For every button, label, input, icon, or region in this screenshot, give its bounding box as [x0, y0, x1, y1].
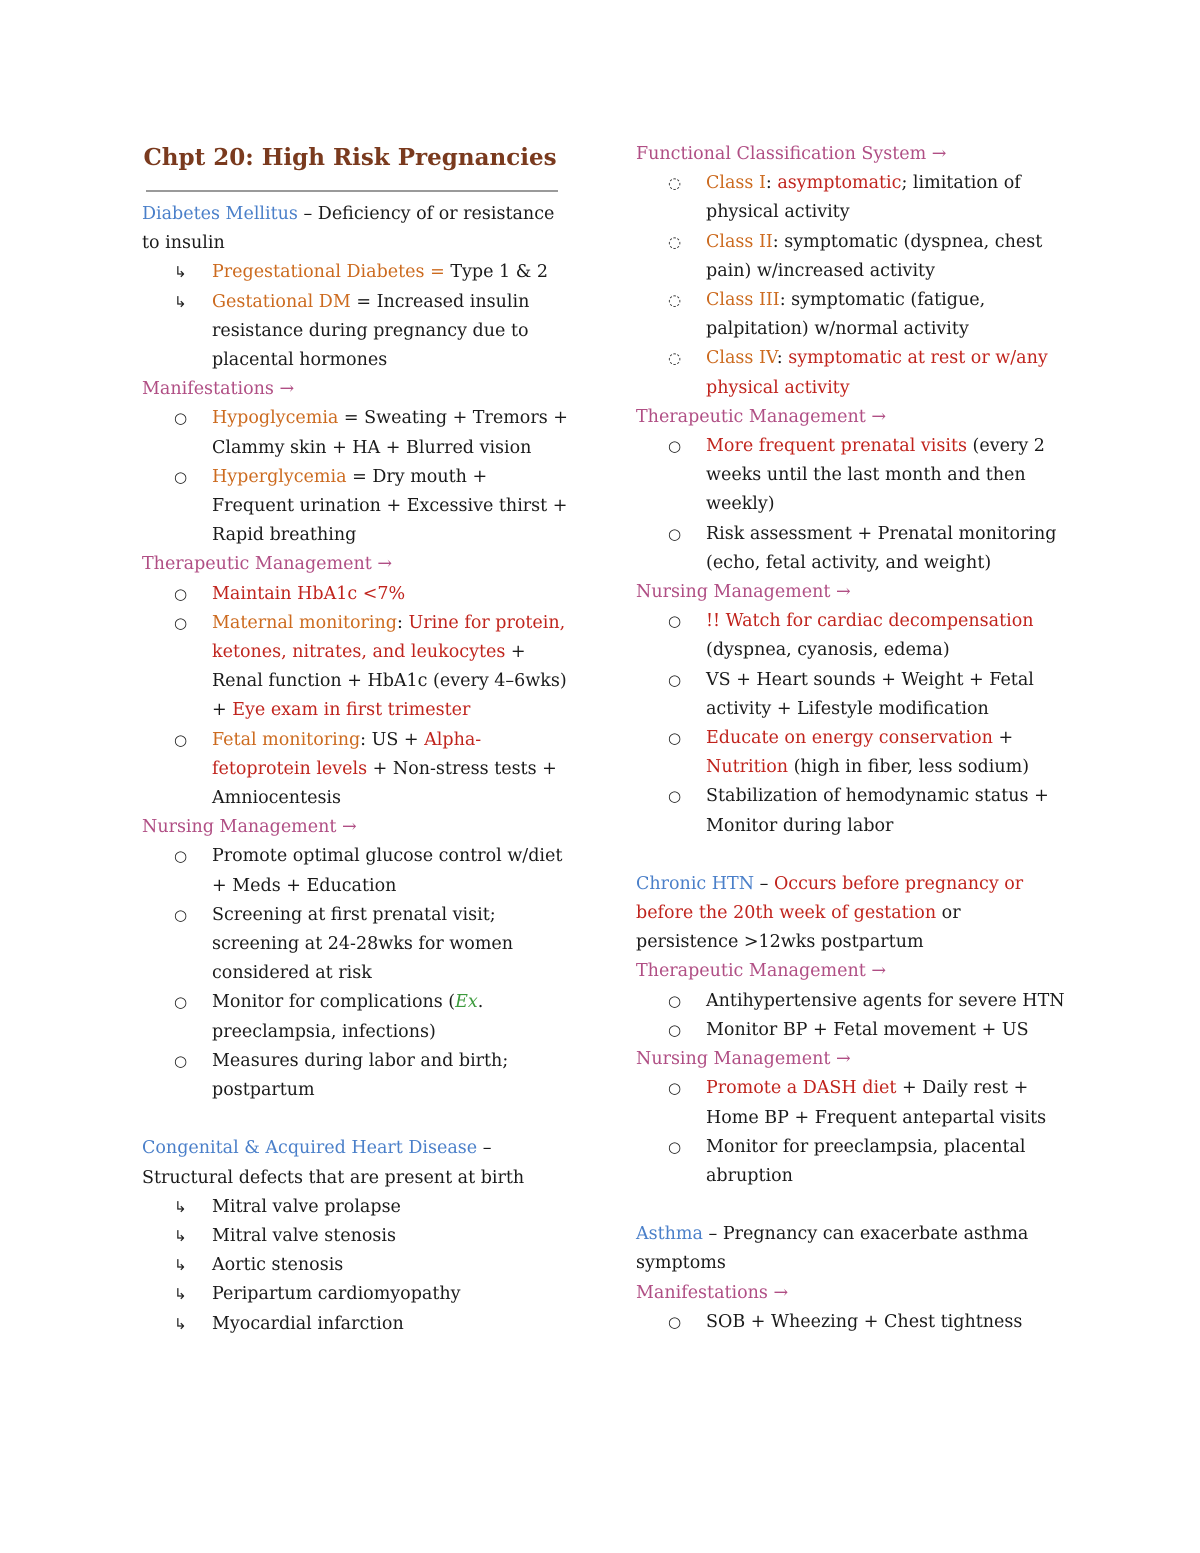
- arrow-bullet-icon: ↳: [174, 292, 187, 311]
- list-item: ○ Monitor BP + Fetal movement + US: [636, 1016, 1066, 1045]
- htn-therapeutic-list: [636, 987, 1066, 1045]
- dotted-circle-bullet-icon: ◌: [668, 174, 682, 193]
- class-list: [636, 169, 1066, 403]
- circle-bullet-icon: ○: [174, 409, 188, 428]
- list-item: ↳ Pregestational Diabetes = Type 1 & 2: [142, 258, 572, 287]
- circle-bullet-icon: ○: [668, 729, 682, 748]
- list-item: ◌ Class IV: symptomatic at rest or w/any physical activity: [636, 344, 1066, 402]
- arrow-bullet-icon: ↳: [174, 1256, 187, 1275]
- dm-heading: Diabetes Mellitus: [142, 204, 298, 224]
- htn-heading: Chronic HTN: [636, 873, 755, 894]
- arrow-bullet-icon: ↳: [174, 1314, 187, 1333]
- dm-types-list: [142, 258, 572, 375]
- circle-bullet-icon: ○: [174, 1051, 188, 1070]
- dm-manifestations-list: [142, 404, 572, 550]
- list-item: ◌ Class II: symptomatic (dyspnea, chest pain) w/increased activity: [636, 228, 1066, 286]
- heart-types-list: [142, 1193, 572, 1339]
- arrow-bullet-icon: ↳: [174, 1285, 187, 1304]
- circle-bullet-icon: ○: [668, 670, 682, 689]
- list-item: ○ Screening at first prenatal visit; screening at 24-28wks for women considered at risk: [142, 901, 572, 989]
- list-item: ○ VS + Heart sounds + Weight + Fetal activity + Lifestyle modification: [636, 666, 1066, 724]
- right-column: [636, 140, 1066, 1337]
- circle-bullet-icon: ○: [668, 524, 682, 543]
- dotted-circle-bullet-icon: ◌: [668, 349, 682, 368]
- htn-definition: Chronic HTN – Occurs before pregnancy or before the 20th week of gestation or persistence >12wks postpartum: [636, 873, 1024, 953]
- list-item: ○ Risk assessment + Prenatal monitoring (echo, fetal activity, and weight): [636, 520, 1066, 578]
- circle-bullet-icon: ○: [668, 1137, 682, 1156]
- circle-bullet-icon: ○: [174, 467, 188, 486]
- asthma-definition: Asthma – Pregnancy can exacerbate asthma symptoms: [636, 1224, 1029, 1274]
- list-item: ↳ Mitral valve prolapse: [142, 1193, 572, 1222]
- list-item: ○ SOB + Wheezing + Chest tightness: [636, 1308, 1066, 1337]
- dm-manifestations-label: Manifestations →: [142, 379, 295, 400]
- circle-bullet-icon: ○: [174, 584, 188, 603]
- asthma-heading: Asthma: [636, 1224, 703, 1245]
- list-item: ↳ Aortic stenosis: [142, 1251, 572, 1280]
- list-item: ○ Measures during labor and birth; postpartum: [142, 1047, 572, 1105]
- title-rule: [146, 190, 558, 192]
- arrow-bullet-icon: ↳: [174, 1197, 187, 1216]
- list-item: ○ More frequent prenatal visits (every 2 weeks until the last month and then weekly): [636, 432, 1066, 520]
- dm-nursing-label: Nursing Management →: [142, 817, 357, 838]
- dotted-circle-bullet-icon: ◌: [668, 291, 682, 310]
- left-column: [142, 140, 572, 1339]
- circle-bullet-icon: ○: [668, 1312, 682, 1331]
- circle-bullet-icon: ○: [668, 612, 682, 631]
- circle-bullet-icon: ○: [174, 730, 188, 749]
- circle-bullet-icon: ○: [174, 905, 188, 924]
- circle-bullet-icon: ○: [668, 1020, 682, 1039]
- heart-definition: Congenital & Acquired Heart Disease – Structural defects that are present at birth: [142, 1138, 525, 1188]
- list-item: ○ !! Watch for cardiac decompensation (dyspnea, cyanosis, edema): [636, 607, 1066, 665]
- dm-definition: Diabetes Mellitus – Deficiency of or resistance to insulin: [142, 204, 555, 254]
- list-item: ○ Educate on energy conservation + Nutrition (high in fiber, less sodium): [636, 724, 1066, 782]
- circle-bullet-icon: ○: [668, 1079, 682, 1098]
- dotted-circle-bullet-icon: ◌: [668, 232, 682, 251]
- list-item: ↳ Myocardial infarction: [142, 1310, 572, 1339]
- list-item: ↳ Mitral valve stenosis: [142, 1222, 572, 1251]
- circle-bullet-icon: ○: [668, 787, 682, 806]
- list-item: ○ Promote optimal glucose control w/diet + Meds + Education: [142, 842, 572, 900]
- dm-therapeutic-list: [142, 580, 572, 814]
- asthma-manifestations-label: Manifestations →: [636, 1282, 789, 1303]
- list-item: ○ Hypoglycemia = Sweating + Tremors + Clammy skin + HA + Blurred vision: [142, 404, 572, 462]
- list-item: ○ Stabilization of hemodynamic status + Monitor during labor: [636, 782, 1066, 840]
- htn-therapeutic-label: Therapeutic Management →: [636, 961, 887, 982]
- list-item: ○ Monitor for preeclampsia, placental abruption: [636, 1133, 1066, 1191]
- heart-nursing-label: Nursing Management →: [636, 582, 851, 603]
- heart-therapeutic-label: Therapeutic Management →: [636, 406, 887, 427]
- dm-nursing-list: [142, 842, 572, 1105]
- circle-bullet-icon: ○: [174, 847, 188, 866]
- list-item: ○ Antihypertensive agents for severe HTN: [636, 987, 1066, 1016]
- circle-bullet-icon: ○: [668, 991, 682, 1010]
- arrow-bullet-icon: ↳: [174, 263, 187, 282]
- list-item: ○ Maintain HbA1c <7%: [142, 580, 572, 609]
- circle-bullet-icon: ○: [174, 993, 188, 1012]
- list-item: ◌ Class III: symptomatic (fatigue, palpitation) w/normal activity: [636, 286, 1066, 344]
- heart-heading: Congenital & Acquired Heart Disease: [142, 1138, 478, 1159]
- list-item: ↳ Peripartum cardiomyopathy: [142, 1280, 572, 1309]
- list-item: ○ Monitor for complications (Ex. preeclampsia, infections): [142, 988, 572, 1046]
- circle-bullet-icon: ○: [668, 437, 682, 456]
- dm-therapeutic-label: Therapeutic Management →: [142, 554, 393, 575]
- asthma-manifestations-list: [636, 1308, 1066, 1337]
- list-item: ↳ Gestational DM = Increased insulin resistance during pregnancy due to placental hormones: [142, 288, 572, 376]
- fcs-label: Functional Classification System →: [636, 144, 947, 164]
- circle-bullet-icon: ○: [174, 613, 188, 632]
- htn-nursing-label: Nursing Management →: [636, 1049, 851, 1070]
- heart-nursing-list: [636, 607, 1066, 841]
- list-item: ○ Hyperglycemia = Dry mouth + Frequent urination + Excessive thirst + Rapid breathing: [142, 463, 572, 551]
- list-item: ○ Maternal monitoring: Urine for protein, ketones, nitrates, and leukocytes + Renal function + HbA1c (every 4–6wks) + Eye exam in first trimester: [142, 609, 572, 726]
- arrow-bullet-icon: ↳: [174, 1226, 187, 1245]
- heart-therapeutic-list: [636, 432, 1066, 578]
- list-item: ○ Promote a DASH diet + Daily rest + Home BP + Frequent antepartal visits: [636, 1074, 1066, 1132]
- htn-nursing-list: [636, 1074, 1066, 1191]
- list-item: ○ Fetal monitoring: US + Alpha-fetoprotein levels + Non-stress tests + Amniocentesis: [142, 726, 572, 814]
- list-item: ◌ Class I: asymptomatic; limitation of physical activity: [636, 169, 1066, 227]
- page-title: Chpt 20: High Risk Pregnancies: [143, 144, 557, 171]
